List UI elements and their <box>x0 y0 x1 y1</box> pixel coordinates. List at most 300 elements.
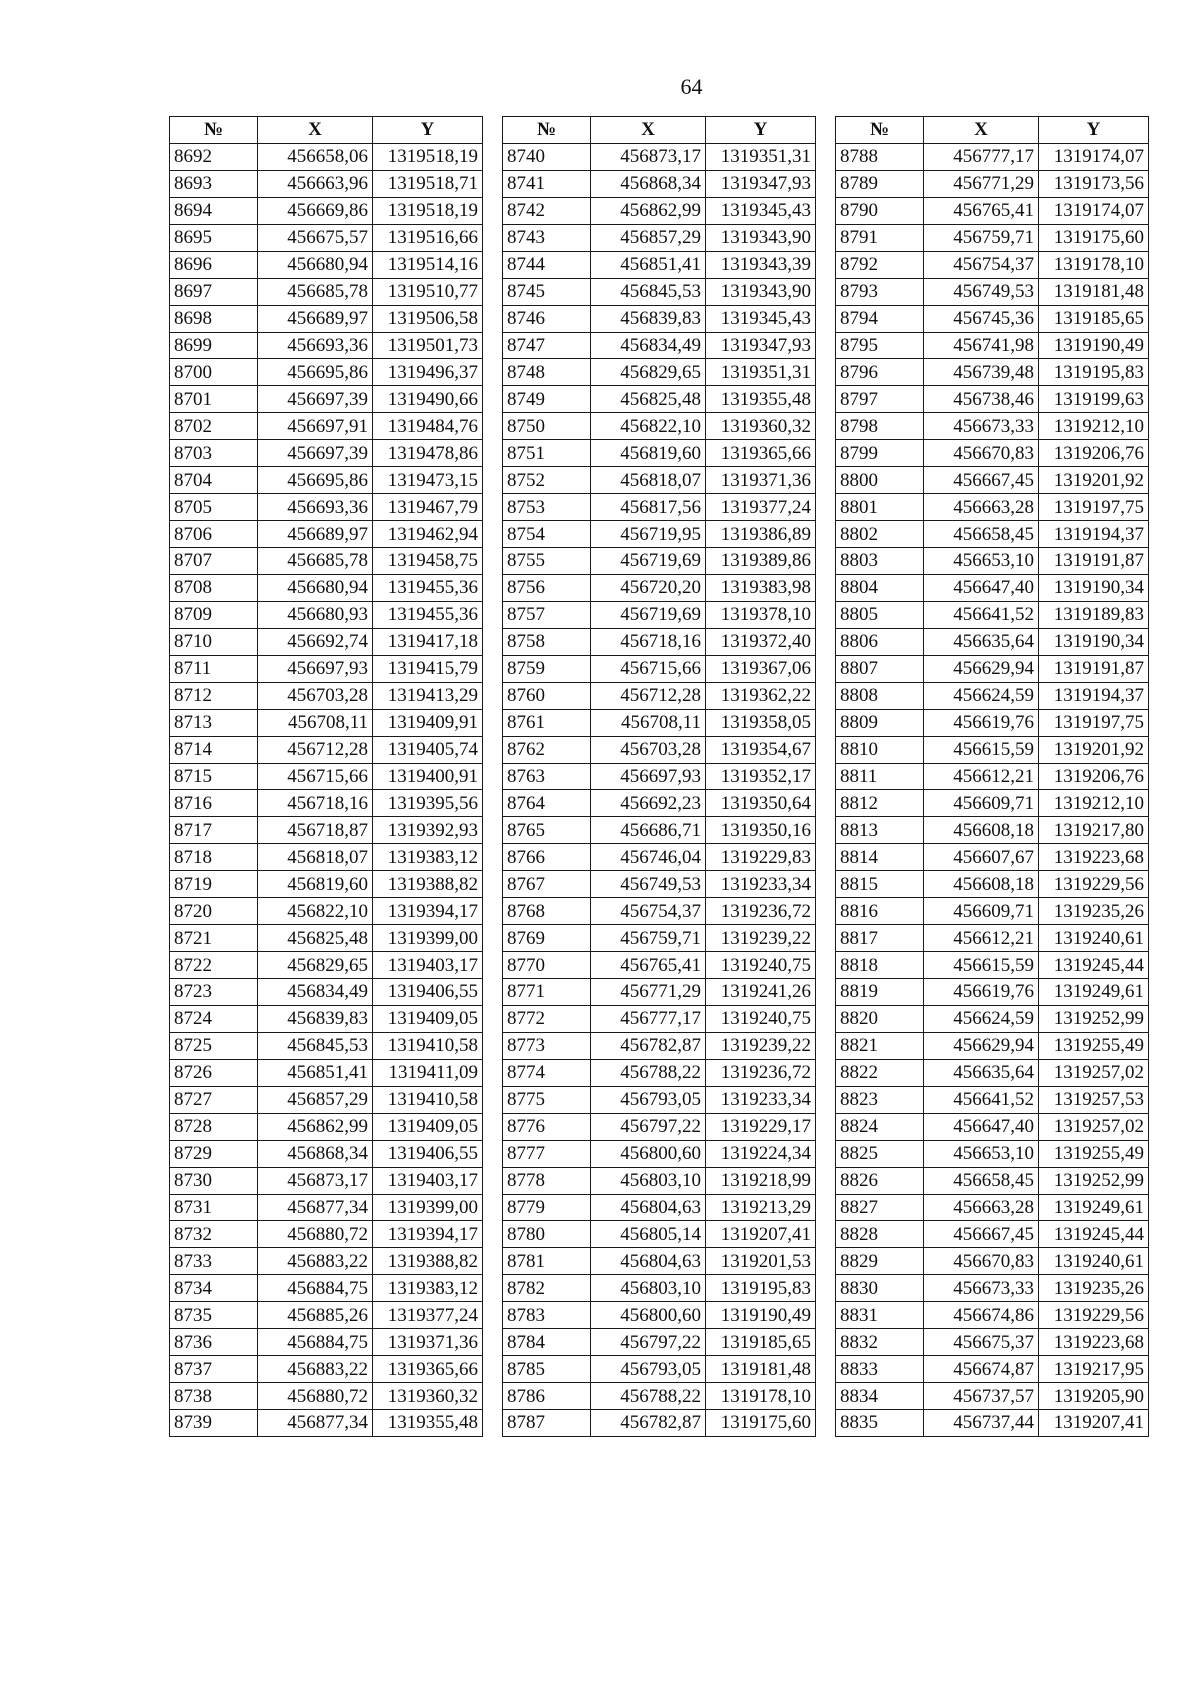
x-coordinate-cell: 456857,29 <box>591 224 706 251</box>
table-row <box>836 952 1149 979</box>
x-coordinate-cell: 456615,59 <box>924 736 1039 763</box>
y-coordinate-cell: 1319395,56 <box>373 790 483 817</box>
point-number-cell: 8726 <box>170 1059 258 1086</box>
y-coordinate-cell: 1319178,10 <box>706 1383 816 1410</box>
table-row <box>170 278 483 305</box>
x-coordinate-cell: 456803,10 <box>591 1275 706 1302</box>
y-coordinate-cell: 1319389,86 <box>706 548 816 575</box>
point-number-cell: 8739 <box>170 1410 258 1437</box>
y-coordinate-cell: 1319399,00 <box>373 925 483 952</box>
x-coordinate-cell: 456685,78 <box>258 548 373 575</box>
y-coordinate-cell: 1319245,44 <box>1039 952 1149 979</box>
y-coordinate-cell: 1319197,75 <box>1039 494 1149 521</box>
x-coordinate-cell: 456647,40 <box>924 1113 1039 1140</box>
x-coordinate-cell: 456663,96 <box>258 170 373 197</box>
column-header-y: Y <box>706 117 816 144</box>
point-number-cell: 8693 <box>170 170 258 197</box>
point-number-cell: 8736 <box>170 1329 258 1356</box>
x-coordinate-cell: 456619,76 <box>924 709 1039 736</box>
y-coordinate-cell: 1319233,34 <box>706 1086 816 1113</box>
x-coordinate-cell: 456782,87 <box>591 1410 706 1437</box>
x-coordinate-cell: 456883,22 <box>258 1248 373 1275</box>
table-row <box>836 521 1149 548</box>
table-row <box>836 1113 1149 1140</box>
y-coordinate-cell: 1319212,10 <box>1039 790 1149 817</box>
y-coordinate-cell: 1319343,39 <box>706 251 816 278</box>
x-coordinate-cell: 456680,94 <box>258 574 373 601</box>
column-header-number: № <box>836 117 924 144</box>
y-coordinate-cell: 1319218,99 <box>706 1167 816 1194</box>
table-row <box>170 601 483 628</box>
table-row <box>170 440 483 467</box>
x-coordinate-cell: 456719,69 <box>591 548 706 575</box>
table-row <box>836 1302 1149 1329</box>
point-number-cell: 8791 <box>836 224 924 251</box>
y-coordinate-cell: 1319362,22 <box>706 682 816 709</box>
point-number-cell: 8754 <box>503 521 591 548</box>
y-coordinate-cell: 1319410,58 <box>373 1086 483 1113</box>
point-number-cell: 8773 <box>503 1032 591 1059</box>
y-coordinate-cell: 1319378,10 <box>706 601 816 628</box>
table-row <box>170 251 483 278</box>
y-coordinate-cell: 1319240,75 <box>706 952 816 979</box>
y-coordinate-cell: 1319360,32 <box>373 1383 483 1410</box>
x-coordinate-cell: 456817,56 <box>591 494 706 521</box>
x-coordinate-cell: 456653,10 <box>924 1140 1039 1167</box>
y-coordinate-cell: 1319478,86 <box>373 440 483 467</box>
x-coordinate-cell: 456612,21 <box>924 763 1039 790</box>
x-coordinate-cell: 456819,60 <box>258 871 373 898</box>
point-number-cell: 8734 <box>170 1275 258 1302</box>
point-number-cell: 8711 <box>170 655 258 682</box>
point-number-cell: 8778 <box>503 1167 591 1194</box>
y-coordinate-cell: 1319217,95 <box>1039 1356 1149 1383</box>
y-coordinate-cell: 1319201,53 <box>706 1248 816 1275</box>
x-coordinate-cell: 456680,94 <box>258 251 373 278</box>
x-coordinate-cell: 456771,29 <box>591 979 706 1006</box>
table-row <box>836 898 1149 925</box>
y-coordinate-cell: 1319235,26 <box>1039 898 1149 925</box>
table-row <box>836 251 1149 278</box>
x-coordinate-cell: 456719,69 <box>591 601 706 628</box>
table-row <box>170 871 483 898</box>
y-coordinate-cell: 1319411,09 <box>373 1059 483 1086</box>
x-coordinate-cell: 456708,11 <box>591 709 706 736</box>
x-coordinate-cell: 456685,78 <box>258 278 373 305</box>
table-row <box>503 844 816 871</box>
table-row <box>503 655 816 682</box>
y-coordinate-cell: 1319347,93 <box>706 332 816 359</box>
x-coordinate-cell: 456689,97 <box>258 521 373 548</box>
x-coordinate-cell: 456675,37 <box>924 1329 1039 1356</box>
x-coordinate-cell: 456703,28 <box>591 736 706 763</box>
point-number-cell: 8792 <box>836 251 924 278</box>
y-coordinate-cell: 1319518,19 <box>373 197 483 224</box>
point-number-cell: 8798 <box>836 413 924 440</box>
point-number-cell: 8695 <box>170 224 258 251</box>
y-coordinate-cell: 1319255,49 <box>1039 1140 1149 1167</box>
table-row <box>503 979 816 1006</box>
point-number-cell: 8763 <box>503 763 591 790</box>
table-row <box>170 817 483 844</box>
y-coordinate-cell: 1319409,05 <box>373 1005 483 1032</box>
y-coordinate-cell: 1319409,05 <box>373 1113 483 1140</box>
table-row <box>836 386 1149 413</box>
y-coordinate-cell: 1319252,99 <box>1039 1167 1149 1194</box>
y-coordinate-cell: 1319206,76 <box>1039 763 1149 790</box>
coordinates-table-1 <box>169 116 483 1437</box>
x-coordinate-cell: 456609,71 <box>924 790 1039 817</box>
x-coordinate-cell: 456703,28 <box>258 682 373 709</box>
y-coordinate-cell: 1319345,43 <box>706 305 816 332</box>
x-coordinate-cell: 456719,95 <box>591 521 706 548</box>
point-number-cell: 8789 <box>836 170 924 197</box>
y-coordinate-cell: 1319383,12 <box>373 844 483 871</box>
point-number-cell: 8759 <box>503 655 591 682</box>
x-coordinate-cell: 456746,04 <box>591 844 706 871</box>
x-coordinate-cell: 456680,93 <box>258 601 373 628</box>
point-number-cell: 8816 <box>836 898 924 925</box>
x-coordinate-cell: 456880,72 <box>258 1383 373 1410</box>
x-coordinate-cell: 456715,66 <box>258 763 373 790</box>
y-coordinate-cell: 1319217,80 <box>1039 817 1149 844</box>
table-row <box>836 1275 1149 1302</box>
point-number-cell: 8762 <box>503 736 591 763</box>
table-row <box>503 1059 816 1086</box>
table-row <box>503 413 816 440</box>
y-coordinate-cell: 1319233,34 <box>706 871 816 898</box>
table-row <box>836 1167 1149 1194</box>
y-coordinate-cell: 1319236,72 <box>706 1059 816 1086</box>
point-number-cell: 8777 <box>503 1140 591 1167</box>
y-coordinate-cell: 1319403,17 <box>373 952 483 979</box>
y-coordinate-cell: 1319343,90 <box>706 224 816 251</box>
point-number-cell: 8783 <box>503 1302 591 1329</box>
x-coordinate-cell: 456670,83 <box>924 1248 1039 1275</box>
table-row <box>836 628 1149 655</box>
table-row <box>503 251 816 278</box>
point-number-cell: 8725 <box>170 1032 258 1059</box>
table-row <box>836 467 1149 494</box>
point-number-cell: 8703 <box>170 440 258 467</box>
y-coordinate-cell: 1319240,61 <box>1039 1248 1149 1275</box>
table-row <box>836 844 1149 871</box>
point-number-cell: 8787 <box>503 1410 591 1437</box>
y-coordinate-cell: 1319235,26 <box>1039 1275 1149 1302</box>
table-row <box>836 763 1149 790</box>
x-coordinate-cell: 456759,71 <box>924 224 1039 251</box>
x-coordinate-cell: 456782,87 <box>591 1032 706 1059</box>
x-coordinate-cell: 456608,18 <box>924 817 1039 844</box>
x-coordinate-cell: 456686,71 <box>591 817 706 844</box>
point-number-cell: 8738 <box>170 1383 258 1410</box>
point-number-cell: 8826 <box>836 1167 924 1194</box>
point-number-cell: 8812 <box>836 790 924 817</box>
x-coordinate-cell: 456804,63 <box>591 1248 706 1275</box>
x-coordinate-cell: 456692,74 <box>258 628 373 655</box>
point-number-cell: 8702 <box>170 413 258 440</box>
point-number-cell: 8704 <box>170 467 258 494</box>
x-coordinate-cell: 456759,71 <box>591 925 706 952</box>
table-row <box>170 844 483 871</box>
x-coordinate-cell: 456868,34 <box>591 170 706 197</box>
table-row <box>170 736 483 763</box>
x-coordinate-cell: 456851,41 <box>591 251 706 278</box>
point-number-cell: 8800 <box>836 467 924 494</box>
y-coordinate-cell: 1319409,91 <box>373 709 483 736</box>
x-coordinate-cell: 456862,99 <box>591 197 706 224</box>
point-number-cell: 8747 <box>503 332 591 359</box>
x-coordinate-cell: 456739,48 <box>924 359 1039 386</box>
x-coordinate-cell: 456712,28 <box>591 682 706 709</box>
column-header-x: X <box>924 117 1039 144</box>
x-coordinate-cell: 456715,66 <box>591 655 706 682</box>
y-coordinate-cell: 1319257,02 <box>1039 1113 1149 1140</box>
y-coordinate-cell: 1319245,44 <box>1039 1221 1149 1248</box>
y-coordinate-cell: 1319252,99 <box>1039 1005 1149 1032</box>
y-coordinate-cell: 1319510,77 <box>373 278 483 305</box>
point-number-cell: 8794 <box>836 305 924 332</box>
x-coordinate-cell: 456834,49 <box>258 979 373 1006</box>
y-coordinate-cell: 1319174,07 <box>1039 197 1149 224</box>
y-coordinate-cell: 1319518,19 <box>373 143 483 170</box>
x-coordinate-cell: 456839,83 <box>591 305 706 332</box>
table-row <box>170 521 483 548</box>
y-coordinate-cell: 1319249,61 <box>1039 979 1149 1006</box>
x-coordinate-cell: 456737,57 <box>924 1383 1039 1410</box>
point-number-cell: 8735 <box>170 1302 258 1329</box>
y-coordinate-cell: 1319194,37 <box>1039 521 1149 548</box>
y-coordinate-cell: 1319255,49 <box>1039 1032 1149 1059</box>
y-coordinate-cell: 1319518,71 <box>373 170 483 197</box>
point-number-cell: 8741 <box>503 170 591 197</box>
table-row <box>836 548 1149 575</box>
point-number-cell: 8774 <box>503 1059 591 1086</box>
table-row <box>836 790 1149 817</box>
x-coordinate-cell: 456635,64 <box>924 628 1039 655</box>
point-number-cell: 8719 <box>170 871 258 898</box>
y-coordinate-cell: 1319223,68 <box>1039 844 1149 871</box>
table-row <box>170 1302 483 1329</box>
table-row <box>503 952 816 979</box>
point-number-cell: 8767 <box>503 871 591 898</box>
point-number-cell: 8737 <box>170 1356 258 1383</box>
y-coordinate-cell: 1319350,16 <box>706 817 816 844</box>
y-coordinate-cell: 1319501,73 <box>373 332 483 359</box>
y-coordinate-cell: 1319455,36 <box>373 601 483 628</box>
y-coordinate-cell: 1319174,07 <box>1039 143 1149 170</box>
y-coordinate-cell: 1319190,49 <box>706 1302 816 1329</box>
x-coordinate-cell: 456797,22 <box>591 1329 706 1356</box>
y-coordinate-cell: 1319377,24 <box>373 1302 483 1329</box>
table-row <box>503 494 816 521</box>
point-number-cell: 8797 <box>836 386 924 413</box>
point-number-cell: 8751 <box>503 440 591 467</box>
y-coordinate-cell: 1319201,92 <box>1039 736 1149 763</box>
point-number-cell: 8708 <box>170 574 258 601</box>
x-coordinate-cell: 456873,17 <box>258 1167 373 1194</box>
table-row <box>170 952 483 979</box>
point-number-cell: 8832 <box>836 1329 924 1356</box>
table-row <box>503 1194 816 1221</box>
table-row <box>170 979 483 1006</box>
y-coordinate-cell: 1319406,55 <box>373 1140 483 1167</box>
point-number-cell: 8706 <box>170 521 258 548</box>
x-coordinate-cell: 456745,36 <box>924 305 1039 332</box>
x-coordinate-cell: 456673,33 <box>924 413 1039 440</box>
table-row <box>170 1059 483 1086</box>
x-coordinate-cell: 456624,59 <box>924 1005 1039 1032</box>
x-coordinate-cell: 456667,45 <box>924 467 1039 494</box>
point-number-cell: 8699 <box>170 332 258 359</box>
y-coordinate-cell: 1319236,72 <box>706 898 816 925</box>
table-row <box>170 332 483 359</box>
x-coordinate-cell: 456749,53 <box>924 278 1039 305</box>
y-coordinate-cell: 1319394,17 <box>373 1221 483 1248</box>
y-coordinate-cell: 1319405,74 <box>373 736 483 763</box>
column-header-y: Y <box>1039 117 1149 144</box>
x-coordinate-cell: 456658,45 <box>924 1167 1039 1194</box>
point-number-cell: 8823 <box>836 1086 924 1113</box>
y-coordinate-cell: 1319383,98 <box>706 574 816 601</box>
point-number-cell: 8717 <box>170 817 258 844</box>
table-row <box>503 1329 816 1356</box>
header-row <box>836 117 1149 144</box>
point-number-cell: 8743 <box>503 224 591 251</box>
y-coordinate-cell: 1319484,76 <box>373 413 483 440</box>
y-coordinate-cell: 1319249,61 <box>1039 1194 1149 1221</box>
y-coordinate-cell: 1319173,56 <box>1039 170 1149 197</box>
point-number-cell: 8716 <box>170 790 258 817</box>
x-coordinate-cell: 456615,59 <box>924 952 1039 979</box>
point-number-cell: 8750 <box>503 413 591 440</box>
table-row <box>503 1032 816 1059</box>
table-row <box>836 224 1149 251</box>
x-coordinate-cell: 456877,34 <box>258 1410 373 1437</box>
y-coordinate-cell: 1319189,83 <box>1039 601 1149 628</box>
x-coordinate-cell: 456693,36 <box>258 332 373 359</box>
point-number-cell: 8819 <box>836 979 924 1006</box>
table-row <box>503 224 816 251</box>
x-coordinate-cell: 456818,07 <box>591 467 706 494</box>
point-number-cell: 8718 <box>170 844 258 871</box>
table-row <box>503 628 816 655</box>
x-coordinate-cell: 456712,28 <box>258 736 373 763</box>
point-number-cell: 8786 <box>503 1383 591 1410</box>
y-coordinate-cell: 1319257,02 <box>1039 1059 1149 1086</box>
point-number-cell: 8769 <box>503 925 591 952</box>
point-number-cell: 8707 <box>170 548 258 575</box>
table-row <box>170 925 483 952</box>
point-number-cell: 8785 <box>503 1356 591 1383</box>
table-row <box>170 1221 483 1248</box>
point-number-cell: 8814 <box>836 844 924 871</box>
point-number-cell: 8709 <box>170 601 258 628</box>
table-row <box>503 736 816 763</box>
point-number-cell: 8824 <box>836 1113 924 1140</box>
y-coordinate-cell: 1319181,48 <box>1039 278 1149 305</box>
x-coordinate-cell: 456663,28 <box>924 1194 1039 1221</box>
point-number-cell: 8752 <box>503 467 591 494</box>
y-coordinate-cell: 1319239,22 <box>706 1032 816 1059</box>
point-number-cell: 8720 <box>170 898 258 925</box>
table-row <box>503 1113 816 1140</box>
table-row <box>503 898 816 925</box>
y-coordinate-cell: 1319240,61 <box>1039 925 1149 952</box>
point-number-cell: 8807 <box>836 655 924 682</box>
x-coordinate-cell: 456673,33 <box>924 1275 1039 1302</box>
y-coordinate-cell: 1319365,66 <box>706 440 816 467</box>
table-row <box>170 413 483 440</box>
x-coordinate-cell: 456754,37 <box>591 898 706 925</box>
y-coordinate-cell: 1319371,36 <box>373 1329 483 1356</box>
point-number-cell: 8809 <box>836 709 924 736</box>
point-number-cell: 8808 <box>836 682 924 709</box>
column-header-x: X <box>591 117 706 144</box>
point-number-cell: 8710 <box>170 628 258 655</box>
header-row <box>503 117 816 144</box>
y-coordinate-cell: 1319473,15 <box>373 467 483 494</box>
y-coordinate-cell: 1319190,34 <box>1039 574 1149 601</box>
table-row <box>170 197 483 224</box>
x-coordinate-cell: 456829,65 <box>591 359 706 386</box>
y-coordinate-cell: 1319191,87 <box>1039 548 1149 575</box>
coordinates-table-2 <box>502 116 816 1437</box>
y-coordinate-cell: 1319462,94 <box>373 521 483 548</box>
point-number-cell: 8742 <box>503 197 591 224</box>
x-coordinate-cell: 456845,53 <box>258 1032 373 1059</box>
x-coordinate-cell: 456741,98 <box>924 332 1039 359</box>
point-number-cell: 8745 <box>503 278 591 305</box>
y-coordinate-cell: 1319240,75 <box>706 1005 816 1032</box>
point-number-cell: 8714 <box>170 736 258 763</box>
x-coordinate-cell: 456777,17 <box>591 1005 706 1032</box>
x-coordinate-cell: 456689,97 <box>258 305 373 332</box>
point-number-cell: 8803 <box>836 548 924 575</box>
y-coordinate-cell: 1319365,66 <box>373 1356 483 1383</box>
point-number-cell: 8760 <box>503 682 591 709</box>
point-number-cell: 8696 <box>170 251 258 278</box>
point-number-cell: 8764 <box>503 790 591 817</box>
x-coordinate-cell: 456825,48 <box>591 386 706 413</box>
x-coordinate-cell: 456670,83 <box>924 440 1039 467</box>
y-coordinate-cell: 1319239,22 <box>706 925 816 952</box>
table-row <box>503 197 816 224</box>
table-row <box>836 682 1149 709</box>
point-number-cell: 8802 <box>836 521 924 548</box>
x-coordinate-cell: 456609,71 <box>924 898 1039 925</box>
table-row <box>503 359 816 386</box>
table-row <box>170 1167 483 1194</box>
x-coordinate-cell: 456658,06 <box>258 143 373 170</box>
point-number-cell: 8694 <box>170 197 258 224</box>
table-row <box>836 197 1149 224</box>
y-coordinate-cell: 1319467,79 <box>373 494 483 521</box>
x-coordinate-cell: 456635,64 <box>924 1059 1039 1086</box>
table-row <box>170 709 483 736</box>
y-coordinate-cell: 1319377,24 <box>706 494 816 521</box>
point-number-cell: 8811 <box>836 763 924 790</box>
x-coordinate-cell: 456718,87 <box>258 817 373 844</box>
point-number-cell: 8829 <box>836 1248 924 1275</box>
table-row <box>836 871 1149 898</box>
table-row <box>836 359 1149 386</box>
point-number-cell: 8795 <box>836 332 924 359</box>
x-coordinate-cell: 456788,22 <box>591 1059 706 1086</box>
table-row <box>170 898 483 925</box>
table-row <box>836 1140 1149 1167</box>
table-row <box>170 1086 483 1113</box>
